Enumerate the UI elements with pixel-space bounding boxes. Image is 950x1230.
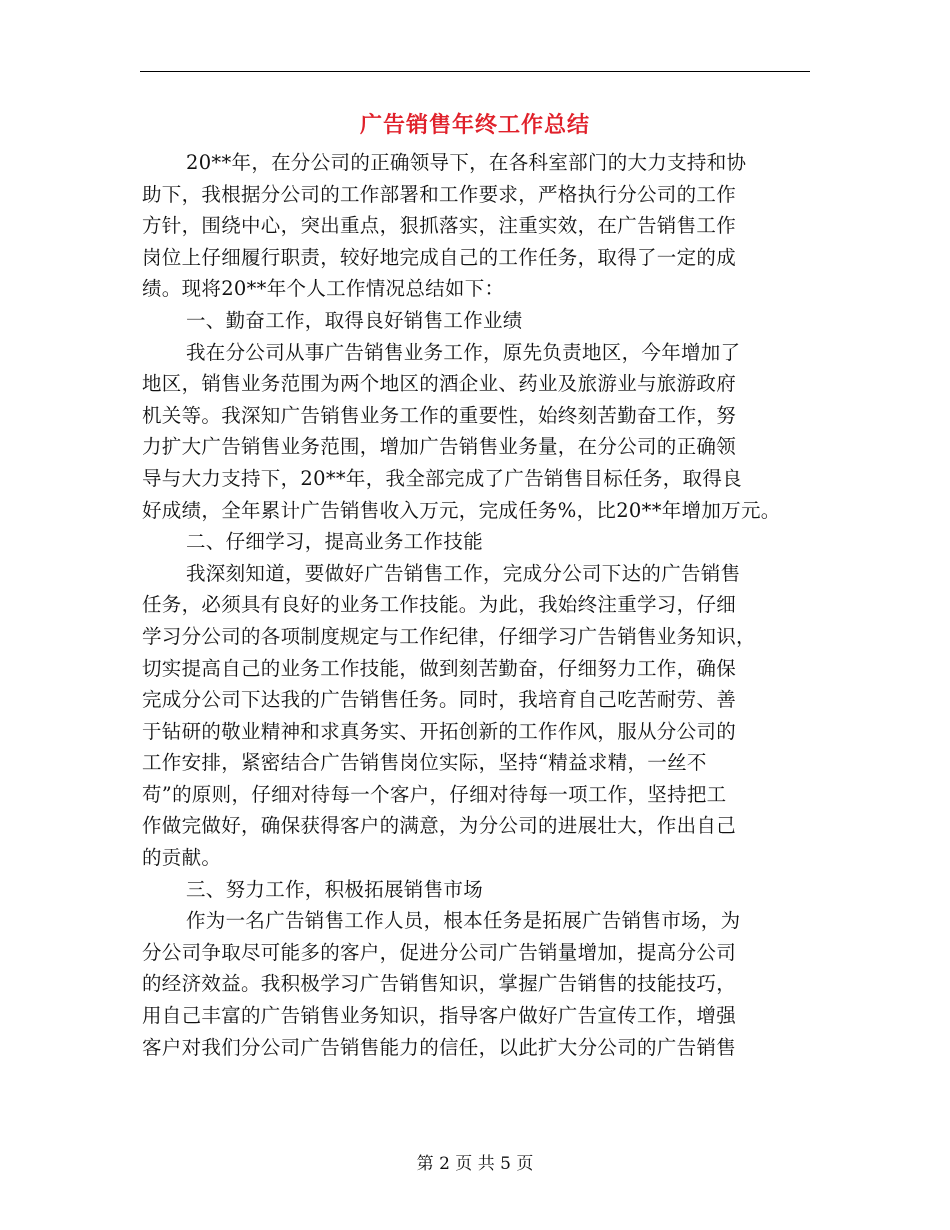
body-line: 分公司争取尽可能多的客户，促进分公司广告销量增加，提高分公司: [142, 940, 737, 964]
body-line: 力扩大广告销售业务范围，增加广告销售业务量，在分公司的正确领: [142, 435, 737, 459]
header-rule: [140, 71, 810, 72]
section-heading-1: 一、勤奋工作，取得良好销售工作业绩: [186, 308, 523, 332]
body-line: 20**年，在分公司的正确领导下，在各科室部门的大力支持和协: [186, 151, 747, 174]
body-line: 作做完做好，确保获得客户的满意，为分公司的进展壮大，作出自己: [142, 814, 737, 838]
body-line: 工作安排，紧密结合广告销售岗位实际，坚持“精益求精，一丝不: [142, 751, 707, 775]
body-line: 完成分公司下达我的广告销售任务。同时，我培育自己吃苦耐劳、善: [142, 688, 737, 712]
document-body: [142, 147, 812, 1063]
section-heading-3: 三、努力工作，积极拓展销售市场: [186, 877, 484, 901]
body-line: 我在分公司从事广告销售业务工作，原先负责地区，今年增加了: [186, 340, 741, 364]
body-line: 于钻研的敬业精神和求真务实、开拓创新的工作作风，服从分公司的: [142, 719, 737, 743]
body-line: 的经济效益。我积极学习广告销售知识，掌握广告销售的技能技巧，: [142, 972, 737, 996]
body-line: 地区，销售业务范围为两个地区的酒企业、药业及旅游业与旅游政府: [142, 372, 737, 396]
body-line: 客户对我们分公司广告销售能力的信任，以此扩大分公司的广告销售: [142, 1035, 737, 1059]
document-title: 广告销售年终工作总结: [359, 112, 590, 138]
body-line: 用自己丰富的广告销售业务知识，指导客户做好广告宣传工作，增强: [142, 1004, 737, 1028]
body-line: 的贡献。: [142, 846, 222, 870]
body-line: 机关等。我深知广告销售业务工作的重要性，始终刻苦勤奋工作，努: [142, 403, 737, 427]
body-line: 助下，我根据分公司的工作部署和工作要求，严格执行分公司的工作: [142, 182, 737, 206]
body-line: 好成绩，全年累计广告销售收入万元，完成任务%，比20**年增加万元。: [142, 498, 781, 522]
body-line: 任务，必须具有良好的业务工作技能。为此，我始终注重学习，仔细: [142, 593, 737, 617]
body-line: 方针，围绕中心，突出重点，狠抓落实，注重实效，在广告销售工作: [142, 214, 737, 238]
body-line: 绩。现将20**年个人工作情况总结如下：: [142, 277, 505, 301]
body-line: 导与大力支持下，20**年，我全部完成了广告销售目标任务，取得良: [142, 466, 742, 490]
body-line: 我深刻知道，要做好广告销售工作，完成分公司下达的广告销售: [186, 561, 741, 585]
body-line: 苟”的原则，仔细对待每一个客户，仔细对待每一项工作，坚持把工: [142, 782, 727, 806]
body-line: 岗位上仔细履行职责，较好地完成自己的工作任务，取得了一定的成: [142, 245, 737, 269]
body-line: 学习分公司的各项制度规定与工作纪律，仔细学习广告销售业务知识，: [142, 624, 756, 648]
body-line: 作为一名广告销售工作人员，根本任务是拓展广告销售市场，为: [186, 909, 741, 933]
body-line: 切实提高自己的业务工作技能，做到刻苦勤奋，仔细努力工作，确保: [142, 656, 737, 680]
page-number-footer: 第 2 页 共 5 页: [416, 1154, 534, 1174]
section-heading-2: 二、仔细学习，提高业务工作技能: [186, 530, 484, 554]
